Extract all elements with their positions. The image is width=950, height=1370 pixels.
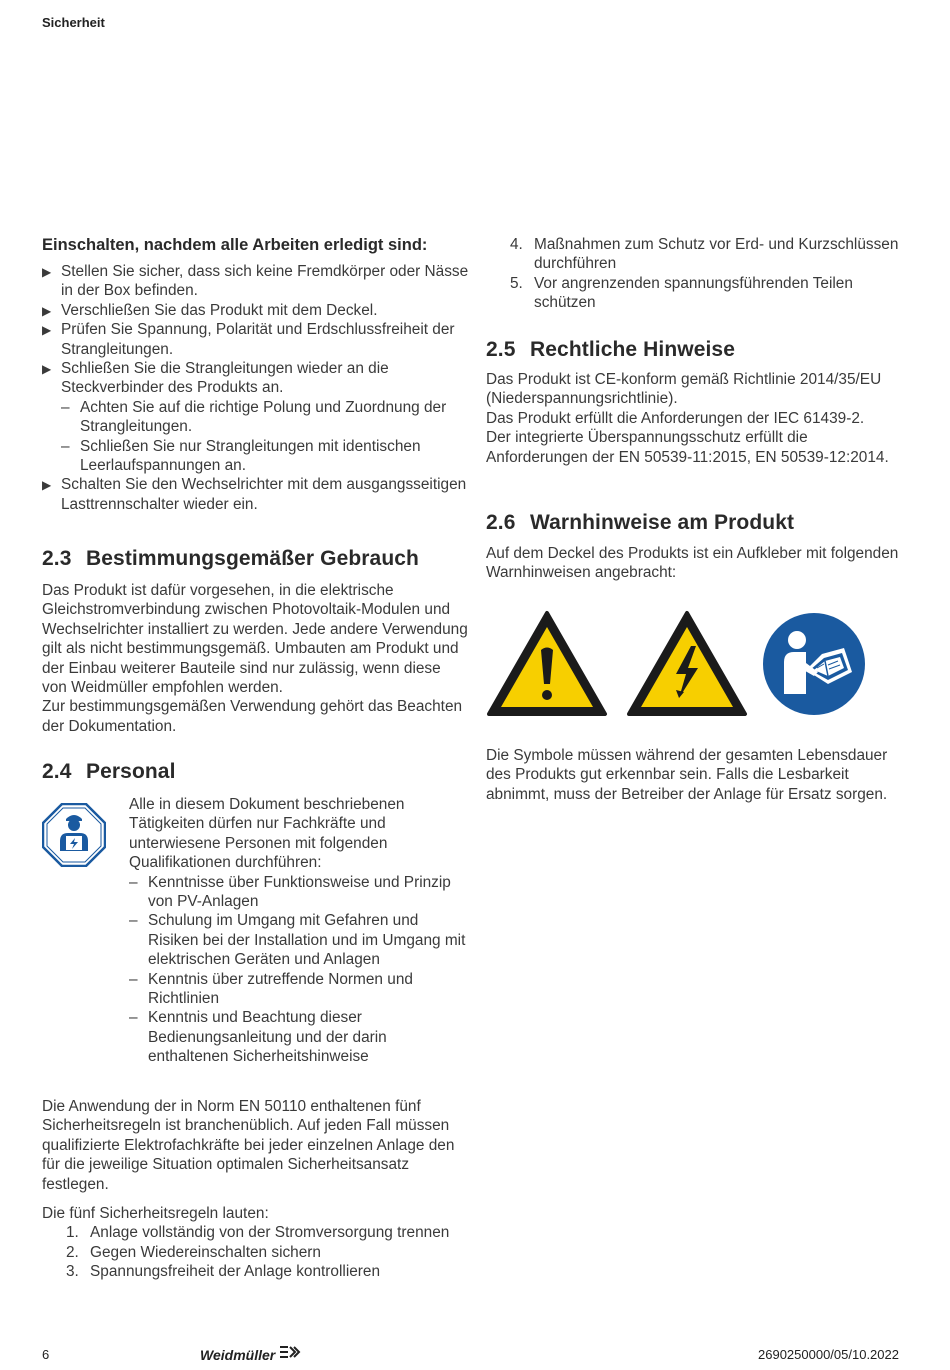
brand-logo bbox=[200, 1345, 301, 1364]
read-manual-icon bbox=[762, 612, 866, 716]
paragraph: Alle in diesem Dokument beschriebenen Tätigkeiten dürfen nur Fachkräfte und unterwiesene Personen mit folgenden Qualifikationen durchführen: bbox=[129, 796, 405, 872]
qualification-item: – Schulung im Umgang mit Gefahren und Risiken bei der Installation und im Umgang mit elektrischen Geräten und Anlagen bbox=[129, 912, 466, 969]
switch-on-sublist bbox=[61, 398, 470, 476]
paragraph: Das Produkt erfüllt die Anforderungen der IEC 61439-2. bbox=[486, 409, 865, 427]
safety-rule: 3. Spannungsfreiheit der Anlage kontrollieren bbox=[66, 1263, 381, 1281]
safety-rule: 1. Anlage vollständig von der Stromversorgung trennen bbox=[66, 1224, 450, 1242]
section-2-4-rules bbox=[42, 1097, 468, 1282]
switch-on-step: ▶ Schließen Sie die Strangleitungen wieder an die Steckverbinder des Produkts an. – Achten Sie auf die richtige Polung und Zuordnung der Strangleitungen. – Schließen Sie nur Strangleitungen mit identischen Leerlaufspannungen an. bbox=[42, 359, 470, 475]
safety-rule: 5. Vor angrenzenden spannungsführenden Teilen schützen bbox=[510, 274, 853, 312]
qualification-item: – Kenntnis über zutreffende Normen und Richtlinien bbox=[129, 970, 413, 1008]
paragraph: Das Produkt ist CE-konform gemäß Richtlinie 2014/35/EU (Niederspannungsrichtlinie). bbox=[486, 371, 882, 408]
paragraph: Die fünf Sicherheitsregeln lauten: bbox=[42, 1205, 269, 1223]
safety-rules-list-continued bbox=[486, 235, 904, 313]
section-heading-2-6: 2.6 Warnhinweise am Produkt bbox=[486, 511, 795, 534]
section-2-6-intro: Auf dem Deckel des Produkts ist ein Aufkleber mit folgenden Warnhinweisen angebracht: bbox=[486, 545, 899, 582]
general-warning-icon bbox=[486, 610, 608, 718]
section-heading-2-4: 2.4 Personal bbox=[42, 760, 176, 783]
section-2-5-body bbox=[486, 370, 904, 467]
document-reference: 2690250000/05/10.2022 bbox=[758, 1347, 899, 1362]
section-2-6-outro: Die Symbole müssen während der gesamten Lebensdauer des Produkts gut erkennbar sein. Falls die Lesbarkeit abnimmt, muss der Betreiber der Anlage für Ersatz sorgen. bbox=[486, 747, 888, 803]
arrow-bullet-icon: ▶ bbox=[42, 265, 52, 279]
safety-rules-list bbox=[42, 1223, 468, 1281]
qualification-list bbox=[129, 873, 470, 1067]
safety-rule: 4. Maßnahmen zum Schutz vor Erd- und Kurzschlüssen durchführen bbox=[510, 236, 899, 273]
section-heading-2-3: 2.3 Bestimmungsgemäßer Gebrauch bbox=[42, 547, 419, 570]
arrow-bullet-icon: ▶ bbox=[42, 303, 52, 318]
switch-on-step: ▶ Prüfen Sie Spannung, Polarität und Erdschlussfreiheit der Strangleitungen. bbox=[42, 321, 455, 358]
arrow-bullet-icon: ▶ bbox=[42, 323, 52, 338]
switch-on-substep: – Achten Sie auf die richtige Polung und Zuordnung der Strangleitungen. bbox=[61, 398, 447, 436]
switch-on-step: ▶ Stellen Sie sicher, dass sich keine Fremdkörper oder Nässe in der Box befinden. bbox=[42, 263, 469, 300]
section-2-4-qualifications bbox=[129, 795, 470, 1067]
arrow-bullet-icon: ▶ bbox=[42, 362, 52, 377]
electrical-voltage-warning-icon bbox=[626, 610, 748, 718]
brand-wordmark: Weidmüller bbox=[200, 1346, 276, 1363]
qualification-item: – Kenntnisse über Funktionsweise und Prinzip von PV-Anlagen bbox=[129, 873, 451, 911]
switch-on-heading: Einschalten, nachdem alle Arbeiten erledigt sind: bbox=[42, 236, 428, 254]
paragraph: Zur bestimmungsgemäßen Verwendung gehört das Beachten der Dokumentation. bbox=[42, 698, 463, 735]
switch-on-substep: – Schließen Sie nur Strangleitungen mit identischen Leerlaufspannungen an. bbox=[61, 437, 421, 475]
switch-on-list bbox=[42, 262, 470, 514]
safety-rule: 2. Gegen Wiedereinschalten sichern bbox=[66, 1243, 321, 1261]
paragraph: Das Produkt ist dafür vorgesehen, in die elektrische Gleichstromverbindung zwischen Photovoltaik-Modulen und Wechselrichter installiert zu werden. Jede andere Verwendung gilt als nicht bestimmungsgemäß. Umbauten am Produkt und der Einbau weiterer Bauteile sind nur zulässig, wenn diese von Weidmüller empfohlen werden. bbox=[42, 582, 468, 697]
qualification-item: – Kenntnis und Beachtung dieser Bedienungsanleitung und der darin enthaltenen Sicherheitshinweise bbox=[129, 1009, 387, 1066]
brand-symbol-icon bbox=[279, 1345, 301, 1364]
running-header: Sicherheit bbox=[42, 15, 105, 30]
qualified-electrician-icon bbox=[42, 803, 106, 867]
switch-on-step: ▶ Verschließen Sie das Produkt mit dem Deckel. bbox=[42, 301, 470, 320]
section-heading-2-5: 2.5 Rechtliche Hinweise bbox=[486, 338, 735, 361]
switch-on-step: ▶ Schalten Sie den Wechselrichter mit dem ausgangsseitigen Lasttrennschalter wieder ein. bbox=[42, 476, 467, 513]
paragraph: Der integrierte Überspannungsschutz erfüllt die Anforderungen der EN 50539-11:2015, EN 50539-12:2014. bbox=[486, 429, 889, 466]
arrow-bullet-icon: ▶ bbox=[42, 478, 52, 493]
section-2-3-body bbox=[42, 581, 468, 736]
page-number: 6 bbox=[42, 1347, 50, 1362]
paragraph: Die Anwendung der in Norm EN 50110 enthaltenen fünf Sicherheitsregeln ist branchenüblich. Auf jeden Fall müssen qualifizierte Elektrofachkräfte bei jeder einzelnen Anlage den für die jeweilige Situation optimalen Sicherheitsansatz festlegen. bbox=[42, 1098, 455, 1193]
